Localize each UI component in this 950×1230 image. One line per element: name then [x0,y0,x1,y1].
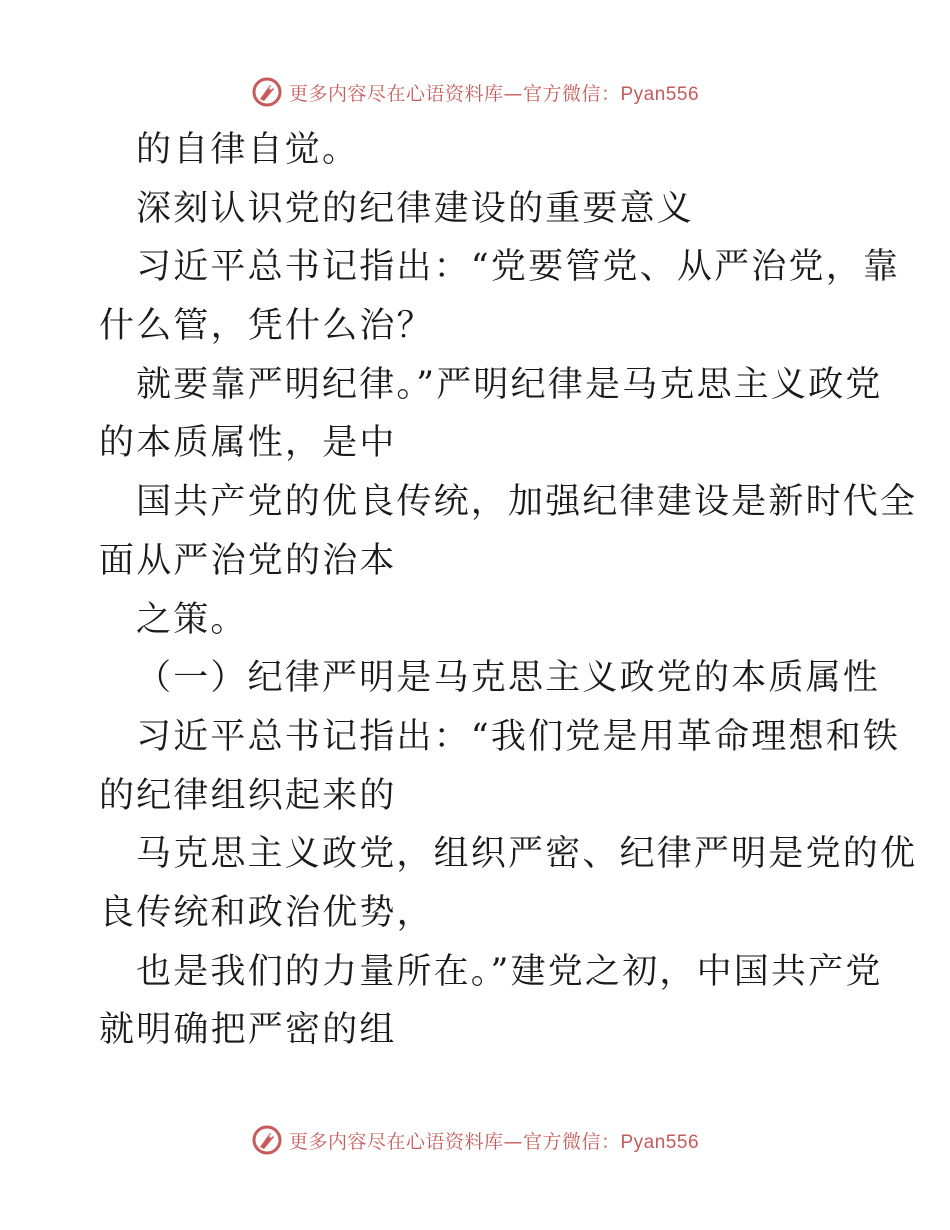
body-line: 国共产党的优良传统，加强纪律建设是新时代全 [136,482,918,523]
document-body [99,121,918,1060]
body-line: 习近平总书记指出：“我们党是用革命理想和铁 [136,716,901,757]
header-banner-label: 更多内容尽在心语资料库—官方微信： [288,82,621,105]
subsection-heading: （一）纪律严明是马克思主义政党的本质属性 [136,658,881,699]
footer-banner-text [289,1127,699,1154]
body-line: 马克思主义政党，组织严密、纪律严明是党的优 [136,834,918,875]
body-line: 的纪律组织起来的 [99,775,397,816]
body-line: 的本质属性，是中 [99,423,397,464]
header-wechat-id: Pyan556 [620,83,700,105]
section-heading: 深刻认识党的纪律建设的重要意义 [136,188,695,229]
body-line: 面从严治党的治本 [99,540,397,581]
header-banner-text [289,79,699,106]
pen-nib-logo-icon [251,1124,283,1156]
body-line: 之策。 [136,599,248,640]
footer-wechat-id: Pyan556 [620,1131,700,1153]
footer-banner-label: 更多内容尽在心语资料库—官方微信： [288,1130,621,1153]
body-line: 就明确把严密的组 [99,1010,397,1051]
footer-banner [0,1120,950,1160]
body-line: 就要靠严明纪律。”严明纪律是马克思主义政党 [136,364,883,405]
body-line: 的自律自觉。 [136,130,360,170]
pen-nib-logo-icon [251,76,283,108]
header-banner [0,72,950,112]
body-line: 良传统和政治优势， [99,892,434,933]
body-line: 习近平总书记指出：“党要管党、从严治党，靠 [136,247,901,288]
body-line: 什么管，凭什么治？ [99,306,434,347]
body-line: 也是我们的力量所在。”建党之初，中国共产党 [136,951,883,992]
